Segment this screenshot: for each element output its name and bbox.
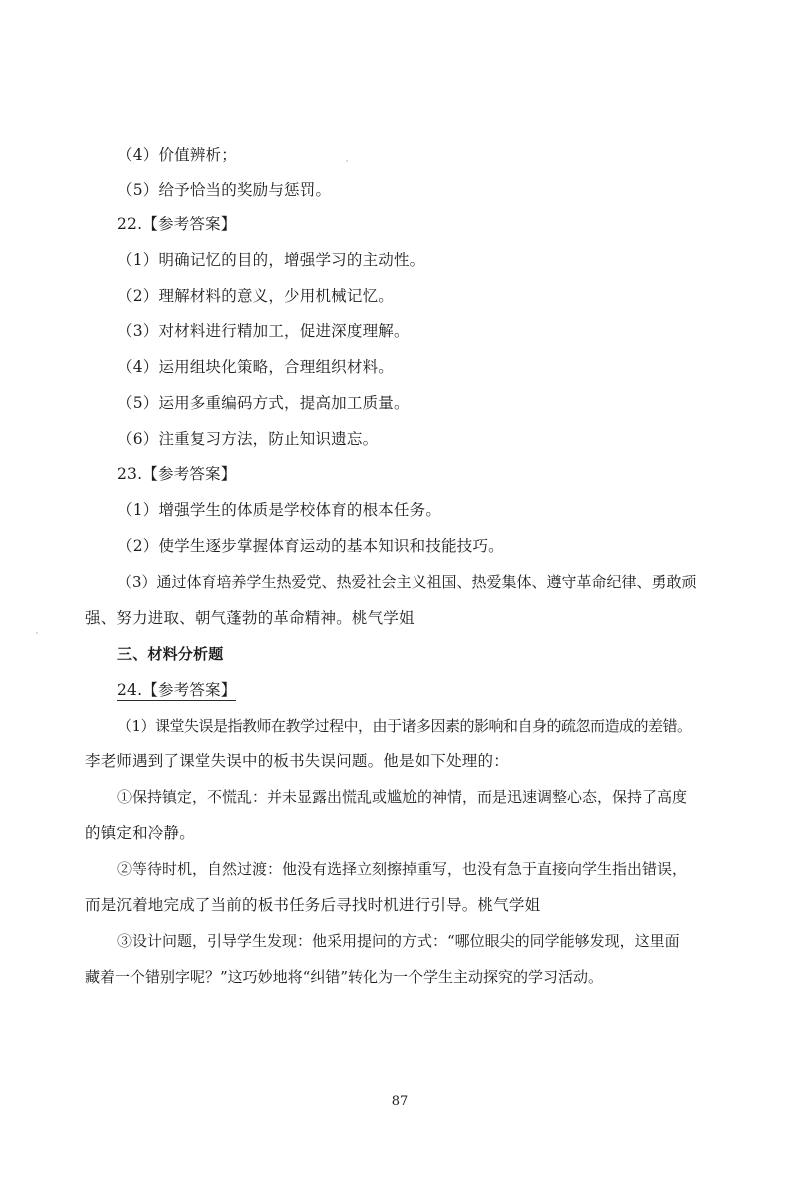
answer-item-24-1: （1）课堂失误是指教师在教学过程中，由于诸多因素的影响和自身的疏忽而造成的差错。 [117, 717, 692, 735]
answer-heading-24 [117, 679, 236, 701]
answer-point-2: ②等待时机，自然过渡：他没有选择立刻擦掉重写，也没有急于直接向学生指出错误， [117, 860, 688, 878]
answer-item-23-3: （3）通过体育培养学生热爱党、热爱社会主义祖国、热爱集体、遵守革命纪律、勇敢顽 [117, 573, 697, 591]
answer-point-3: ③设计问题，引导学生发现：他采用提问的方式：“哪位眼尖的同学能够发现，这里面 [117, 932, 680, 950]
answer-item-22-2: （2）理解材料的意义，少用机械记忆。 [117, 287, 394, 305]
scan-speck [36, 632, 38, 634]
answer-item-22-5: （5）运用多重编码方式，提高加工质量。 [117, 394, 410, 412]
answer-item-24-1-cont: 李老师遇到了课堂失误中的板书失误问题。他是如下处理的： [85, 752, 509, 770]
answer-point-3-cont: 藏着一个错别字呢？”这巧妙地将“纠错”转化为一个学生主动探究的学习活动。 [85, 968, 604, 986]
page-number: 87 [391, 1094, 409, 1109]
answer-point-1: ①保持镇定，不慌乱：并未显露出慌乱或尴尬的神情，而是迅速调整心态，保持了高度 [117, 788, 688, 806]
answer-heading-23: 23.【参考答案】 [117, 465, 237, 483]
answer-item-21-5: （5）给予恰当的奖励与惩罚。 [117, 181, 332, 199]
answer-item-23-2: （2）使学生逐步掌握体育运动的基本知识和技能技巧。 [117, 537, 504, 555]
answer-heading-22: 22.【参考答案】 [117, 215, 237, 233]
scan-speck [346, 160, 348, 162]
answer-point-1-cont: 的镇定和冷静。 [85, 824, 195, 842]
answer-item-22-3: （3）对材料进行精加工，促进深度理解。 [117, 322, 410, 340]
answer-point-2-cont: 而是沉着地完成了当前的板书任务后寻找时机进行引导。桃气学姐 [85, 896, 541, 914]
answer-item-23-3-cont: 强、努力进取、朝气蓬勃的革命精神。桃气学姐 [85, 609, 415, 627]
answer-item-22-6: （6）注重复习方法，防止知识遗忘。 [117, 430, 379, 448]
answer-item-22-4: （4）运用组块化策略，合理组织材料。 [117, 358, 394, 376]
answer-heading-24-text: 24.【参考答案】 [117, 681, 237, 699]
answer-item-21-4: （4）价值辨析； [117, 146, 237, 164]
answer-item-23-1: （1）增强学生的体质是学校体育的根本任务。 [117, 501, 442, 519]
answer-item-22-1: （1）明确记忆的目的，增强学习的主动性。 [117, 251, 426, 269]
section-heading-material-analysis: 三、材料分析题 [117, 645, 224, 663]
